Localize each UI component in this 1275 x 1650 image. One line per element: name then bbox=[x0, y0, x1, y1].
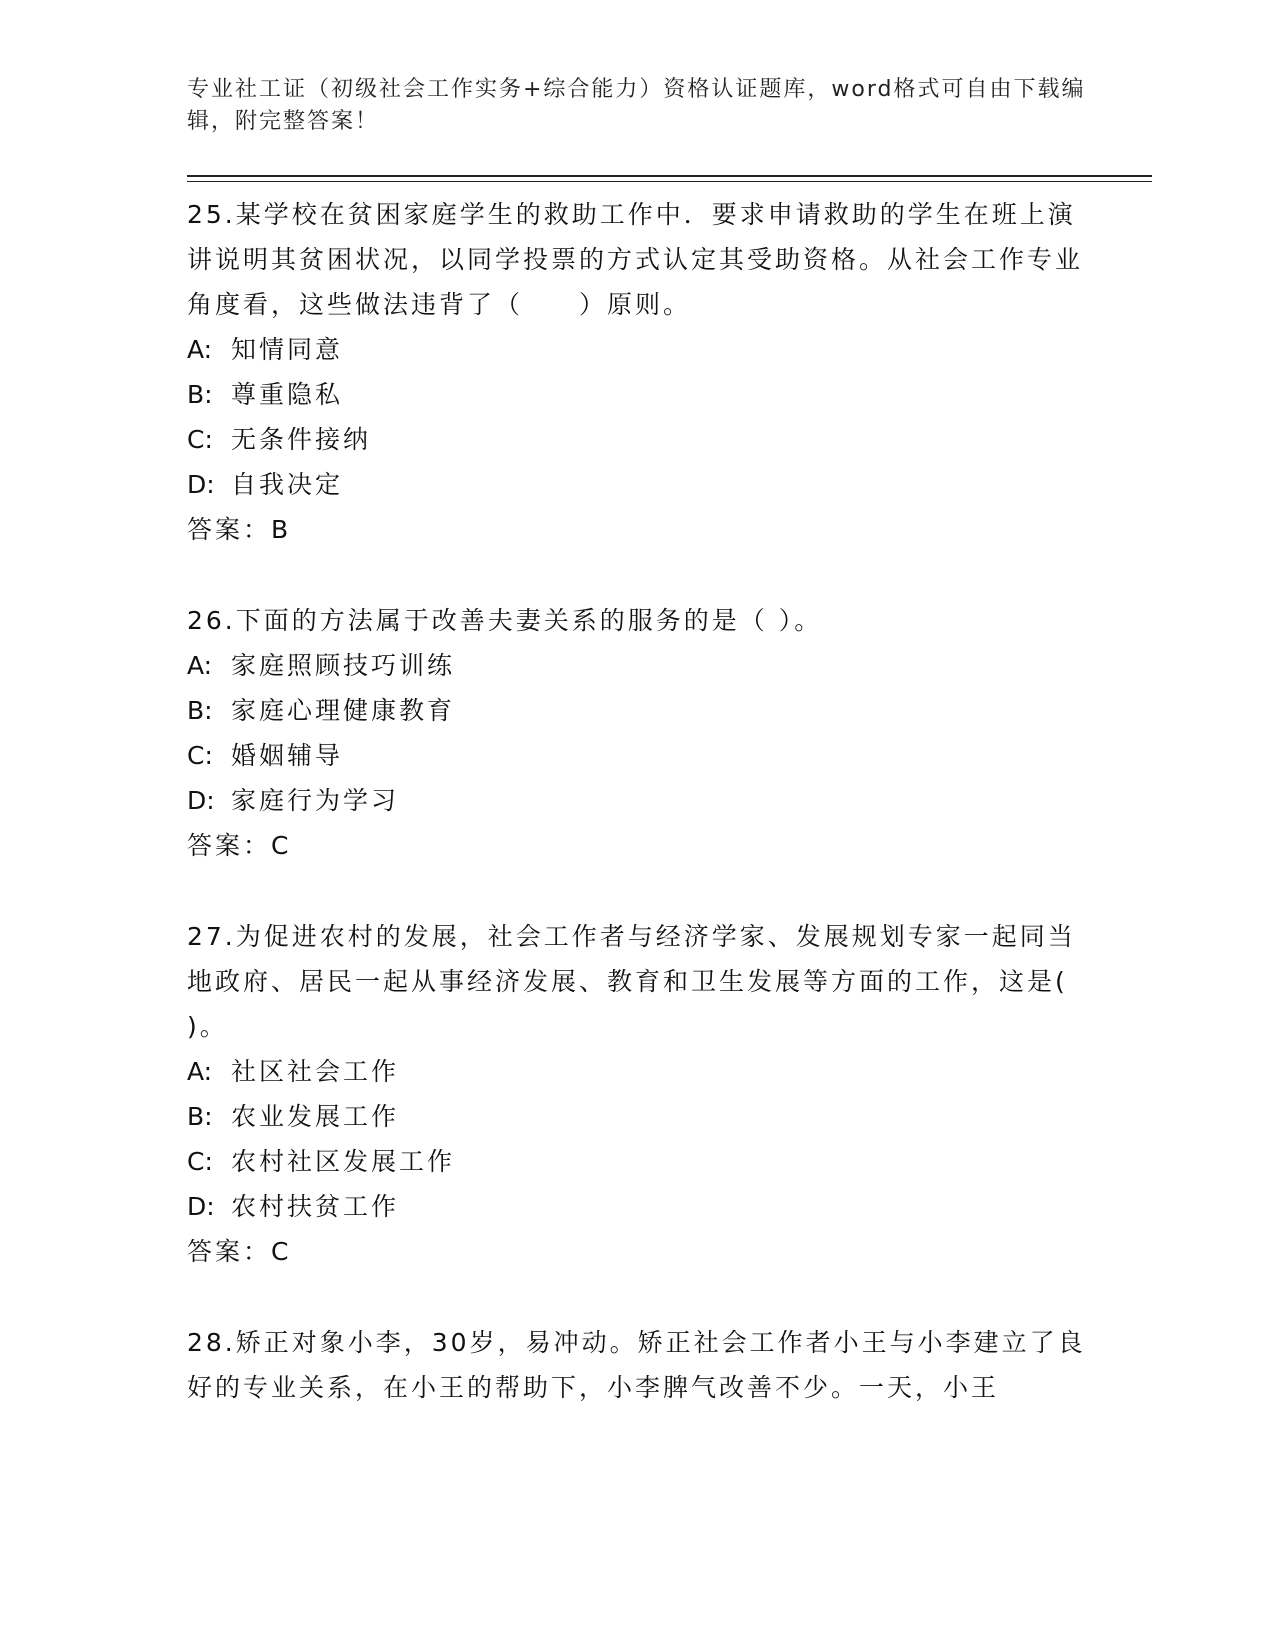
option-text: 尊重隐私 bbox=[231, 380, 344, 409]
option-a bbox=[187, 643, 1087, 688]
answer-line bbox=[187, 1229, 1087, 1274]
option-letter: B: bbox=[187, 380, 213, 409]
option-c bbox=[187, 1139, 1087, 1184]
answer-label: 答案： bbox=[187, 831, 272, 860]
question-stem: 26.下面的方法属于改善夫妻关系的服务的是（ ）。 bbox=[187, 606, 823, 635]
answer-line bbox=[187, 507, 1087, 552]
option-letter: D: bbox=[187, 1192, 215, 1221]
option-text: 知情同意 bbox=[231, 335, 344, 364]
question-list bbox=[187, 192, 1087, 1456]
option-text: 自我决定 bbox=[231, 470, 344, 499]
option-b bbox=[187, 1094, 1087, 1139]
option-d bbox=[187, 1184, 1087, 1229]
option-text: 家庭行为学习 bbox=[231, 786, 400, 815]
option-b bbox=[187, 372, 1087, 417]
option-b bbox=[187, 688, 1087, 733]
option-letter: A: bbox=[187, 335, 213, 364]
option-letter: D: bbox=[187, 470, 215, 499]
question-25 bbox=[187, 192, 1087, 552]
option-text: 农业发展工作 bbox=[231, 1102, 400, 1131]
option-text: 无条件接纳 bbox=[231, 425, 372, 454]
document-header: 专业社工证（初级社会工作实务+综合能力）资格认证题库，word格式可自由下载编辑，附完整答案！ bbox=[187, 77, 1086, 134]
option-letter: A: bbox=[187, 651, 213, 680]
question-stem: 28.矫正对象小李，30岁，易冲动。矫正社会工作者小王与小李建立了良好的专业关系，在小王的帮助下，小李脾气改善不少。一天，小王 bbox=[187, 1328, 1086, 1402]
option-d bbox=[187, 462, 1087, 507]
option-letter: C: bbox=[187, 1147, 213, 1176]
answer-label: 答案： bbox=[187, 1237, 272, 1266]
option-letter: D: bbox=[187, 786, 215, 815]
option-c bbox=[187, 733, 1087, 778]
option-a bbox=[187, 1049, 1087, 1094]
option-letter: C: bbox=[187, 741, 213, 770]
option-text: 家庭心理健康教育 bbox=[231, 696, 456, 725]
option-text: 社区社会工作 bbox=[231, 1057, 400, 1086]
option-c bbox=[187, 417, 1087, 462]
option-letter: C: bbox=[187, 425, 213, 454]
answer-line bbox=[187, 823, 1087, 868]
option-letter: B: bbox=[187, 1102, 213, 1131]
option-text: 家庭照顾技巧训练 bbox=[231, 651, 456, 680]
answer-label: 答案： bbox=[187, 515, 272, 544]
option-letter: B: bbox=[187, 696, 213, 725]
header-divider-thin bbox=[187, 181, 1152, 182]
header-divider-thick bbox=[187, 175, 1152, 177]
option-text: 农村扶贫工作 bbox=[231, 1192, 400, 1221]
option-text: 农村社区发展工作 bbox=[231, 1147, 456, 1176]
option-letter: A: bbox=[187, 1057, 213, 1086]
question-stem: 27.为促进农村的发展，社会工作者与经济学家、发展规划专家一起同当地政府、居民一起从事经济发展、教育和卫生发展等方面的工作，这是( )。 bbox=[187, 922, 1076, 1041]
answer-value: C bbox=[271, 1237, 289, 1266]
option-a bbox=[187, 327, 1087, 372]
answer-value: C bbox=[271, 831, 289, 860]
answer-value: B bbox=[271, 515, 289, 544]
question-27 bbox=[187, 914, 1087, 1274]
option-text: 婚姻辅导 bbox=[231, 741, 344, 770]
question-28 bbox=[187, 1320, 1087, 1410]
option-d bbox=[187, 778, 1087, 823]
question-26 bbox=[187, 598, 1087, 868]
question-stem: 25.某学校在贫困家庭学生的救助工作中．要求申请救助的学生在班上演讲说明其贫困状况，以同学投票的方式认定其受助资格。从社会工作专业角度看，这些做法违背了（ ）原则。 bbox=[187, 200, 1084, 319]
